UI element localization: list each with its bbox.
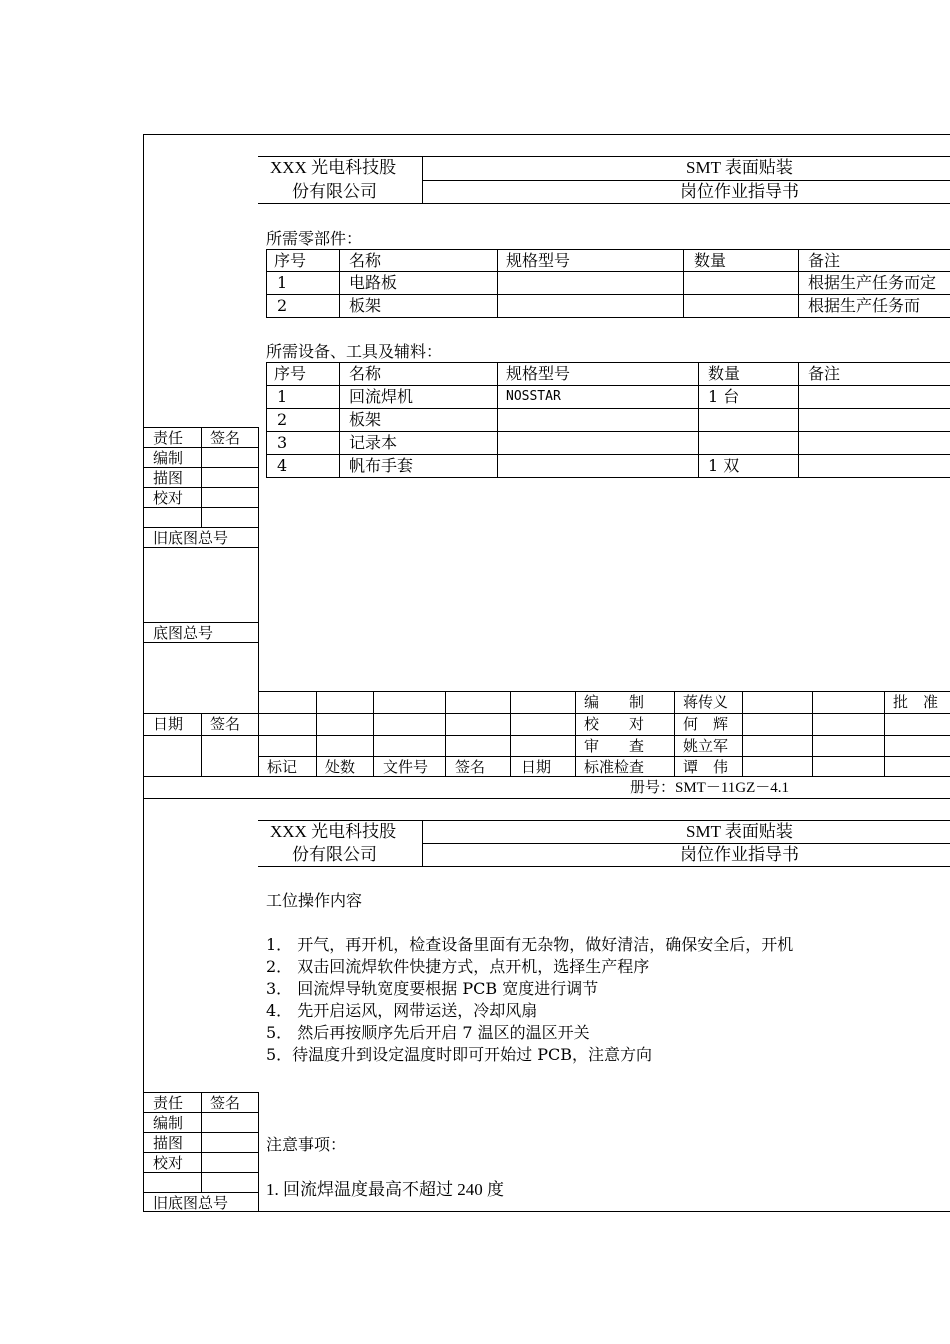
side-signature-p2: 签名 xyxy=(210,1094,241,1112)
side-responsibility-p2: 责任 xyxy=(153,1094,184,1112)
footer-file-no: 文件号 xyxy=(383,758,429,776)
footer-role-proofread: 校 对 xyxy=(584,715,645,733)
parts-header-qty: 数量 xyxy=(694,251,727,270)
equip-row1-name: 回流焊机 xyxy=(349,387,414,406)
company-name-line2: 份有限公司 xyxy=(292,182,377,201)
equip-row1-no: 1 xyxy=(277,387,288,406)
equip-header-name: 名称 xyxy=(349,364,382,383)
footer-role-review: 审 查 xyxy=(584,737,645,755)
operations-heading: 工位操作内容 xyxy=(266,891,363,910)
doc-title-line1: SMT 表面贴装 xyxy=(686,158,793,177)
footer-role-compile: 编 制 xyxy=(584,693,645,711)
equip-row4-name: 帆布手套 xyxy=(349,456,414,475)
equip-row4-no: 4 xyxy=(277,456,288,475)
equip-header-remark: 备注 xyxy=(808,364,841,383)
equip-header-qty: 数量 xyxy=(708,364,741,383)
operation-step: 2． 双击回流焊软件快捷方式，点开机，选择生产程序 xyxy=(266,957,650,976)
equip-header-spec: 规格型号 xyxy=(506,364,571,383)
footer-count: 处数 xyxy=(325,758,356,776)
parts-row1-name: 电路板 xyxy=(349,273,398,292)
equip-row3-no: 3 xyxy=(277,433,288,452)
side-old-base-no: 旧底图总号 xyxy=(153,529,229,547)
equip-row2-name: 板架 xyxy=(349,410,382,429)
operation-step: 3． 回流焊导轨宽度要根据 PCB 宽度进行调节 xyxy=(266,979,599,998)
footer-name-standard: 谭 伟 xyxy=(683,758,729,776)
operation-step: 1． 开气，再开机，检查设备里面有无杂物，做好清洁，确保安全后，开机 xyxy=(266,935,794,954)
equip-row1-spec: NOSSTAR xyxy=(506,389,561,404)
footer-name-review: 姚立军 xyxy=(683,737,729,755)
company-name-line1-p2: XXX 光电科技股 xyxy=(270,822,397,841)
parts-row1-remark: 根据生产任务而定 xyxy=(808,273,937,292)
operation-step: 5． 然后再按顺序先后开启 7 温区的温区开关 xyxy=(266,1023,590,1042)
footer-sign: 签名 xyxy=(210,715,241,733)
footer-mark: 标记 xyxy=(267,758,298,776)
equip-row3-name: 记录本 xyxy=(349,433,398,452)
parts-row1-no: 1 xyxy=(277,273,288,292)
footer-mark-sign: 签名 xyxy=(455,758,486,776)
footer-name-compile: 蒋传义 xyxy=(683,693,729,711)
doc-title-line2-p2: 岗位作业指导书 xyxy=(680,845,799,864)
footer-mark-date: 日期 xyxy=(521,758,552,776)
book-number: 册号：SMT－11GZ－4.1 xyxy=(630,780,790,796)
company-name-line2-p2: 份有限公司 xyxy=(292,845,377,864)
footer-date: 日期 xyxy=(153,715,184,733)
equip-row1-qty: 1 台 xyxy=(708,387,740,406)
operation-step: 5．待温度升到设定温度时即可开始过 PCB，注意方向 xyxy=(266,1045,653,1064)
parts-header-spec: 规格型号 xyxy=(506,251,571,270)
side-base-no: 底图总号 xyxy=(153,624,214,642)
parts-row2-no: 2 xyxy=(277,296,288,315)
parts-heading: 所需零部件： xyxy=(266,229,363,248)
side-proofread: 校对 xyxy=(153,489,184,507)
parts-row2-remark: 根据生产任务而 xyxy=(808,296,921,315)
notes-heading: 注意事项： xyxy=(266,1135,347,1154)
parts-header-no: 序号 xyxy=(274,251,307,270)
side-compile: 编制 xyxy=(153,449,184,467)
doc-title-line1-p2: SMT 表面贴装 xyxy=(686,822,793,841)
side-responsibility: 责任 xyxy=(153,429,184,447)
operation-step: 4． 先开启运风，网带运送，冷却风扇 xyxy=(266,1001,538,1020)
parts-row2-name: 板架 xyxy=(349,296,382,315)
footer-role-standard: 标准检查 xyxy=(584,758,645,776)
side-old-base-no-p2: 旧底图总号 xyxy=(153,1194,229,1212)
company-name-line1: XXX 光电科技股 xyxy=(270,158,397,177)
equip-row4-qty: 1 双 xyxy=(708,456,740,475)
side-draw: 描图 xyxy=(153,469,184,487)
side-proofread-p2: 校对 xyxy=(153,1154,184,1172)
parts-header-remark: 备注 xyxy=(808,251,841,270)
note-item: 1. 回流焊温度最高不超过 240 度 xyxy=(266,1180,504,1199)
footer-name-proofread: 何 辉 xyxy=(683,715,729,733)
side-compile-p2: 编制 xyxy=(153,1114,184,1132)
doc-title-line2: 岗位作业指导书 xyxy=(680,182,799,201)
equip-row2-no: 2 xyxy=(277,410,288,429)
footer-approve: 批 准 xyxy=(893,693,939,711)
parts-header-name: 名称 xyxy=(349,251,382,270)
equip-header-no: 序号 xyxy=(274,364,307,383)
side-draw-p2: 描图 xyxy=(153,1134,184,1152)
side-signature: 签名 xyxy=(210,429,241,447)
equipment-heading: 所需设备、工具及辅料： xyxy=(266,342,443,361)
